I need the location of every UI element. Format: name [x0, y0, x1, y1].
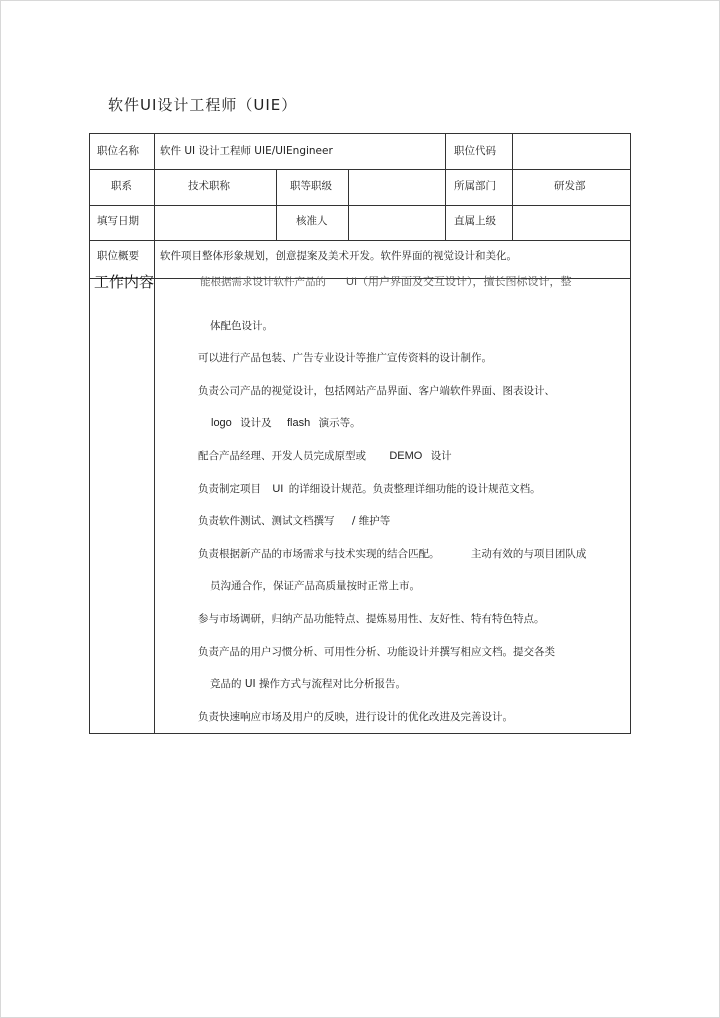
position-name-label: 职位名称 — [97, 145, 139, 157]
duty-line: 可以进行产品包装、广告专业设计等推广宣传资料的设计制作。 — [198, 352, 492, 364]
column-divider — [154, 134, 155, 733]
duty-line: 负责制定项目 UI 的详细设计规范。负责整理详细功能的设计规范文档。 — [198, 483, 541, 495]
duty-line: 负责软件测试、测试文档撰写 / 维护等 — [198, 515, 391, 527]
row-divider — [90, 240, 630, 241]
position-name-value: 软件 UI 设计工程师 UIE/UIEngineer — [160, 145, 333, 157]
supervisor-label: 直属上级 — [454, 215, 496, 227]
duty-line: 配合产品经理、开发人员完成原型或 DEMO 设计 — [198, 450, 452, 462]
column-divider — [512, 134, 513, 240]
approver-label: 核准人 — [296, 215, 328, 227]
document-title: 软件UI设计工程师（UIE） — [108, 96, 298, 114]
department-label: 所属部门 — [454, 180, 496, 192]
column-divider — [276, 169, 277, 240]
row-divider — [90, 205, 630, 206]
series-value: 技术职称 — [188, 180, 230, 192]
column-divider — [445, 134, 446, 240]
duty-line: 负责公司产品的视觉设计，包括网站产品界面、客户端软件界面、图表设计、 — [198, 385, 555, 397]
position-code-label: 职位代码 — [454, 145, 496, 157]
column-divider — [348, 169, 349, 240]
summary-label: 职位概要 — [97, 250, 139, 262]
series-label: 职系 — [111, 180, 132, 192]
duty-line: 负责产品的用户习惯分析、可用性分析、功能设计并撰写相应文档。提交各类 — [198, 646, 555, 658]
grade-label: 职等职级 — [290, 180, 332, 192]
duty-line: 体配色设计。 — [210, 320, 273, 332]
department-value: 研发部 — [554, 180, 586, 192]
job-description-table — [89, 133, 631, 734]
duty-line: 负责快速响应市场及用户的反映，进行设计的优化改进及完善设计。 — [198, 711, 513, 723]
row-divider — [90, 169, 630, 170]
duty-line: 员沟通合作，保证产品高质量按时正常上市。 — [210, 580, 420, 592]
duty-line: 能根据需求设计软件产品的 UI（用户界面及交互设计），擅长图标设计，整 — [200, 276, 572, 288]
duty-line: logo 设计及 flash 演示等。 — [211, 417, 361, 429]
duty-line: 竞品的 UI 操作方式与流程对比分析报告。 — [210, 678, 406, 690]
duty-line: 负责根据新产品的市场需求与技术实现的结合匹配。 主动有效的与项目团队成 — [198, 548, 587, 560]
duty-line: 参与市场调研，归纳产品功能特点、提炼易用性、友好性、特有特色特点。 — [198, 613, 545, 625]
filled-date-label: 填写日期 — [97, 215, 139, 227]
summary-value: 软件项目整体形象规划，创意提案及美术开发。软件界面的视觉设计和美化。 — [160, 250, 517, 262]
duties-label: 工作内容 — [94, 273, 155, 291]
